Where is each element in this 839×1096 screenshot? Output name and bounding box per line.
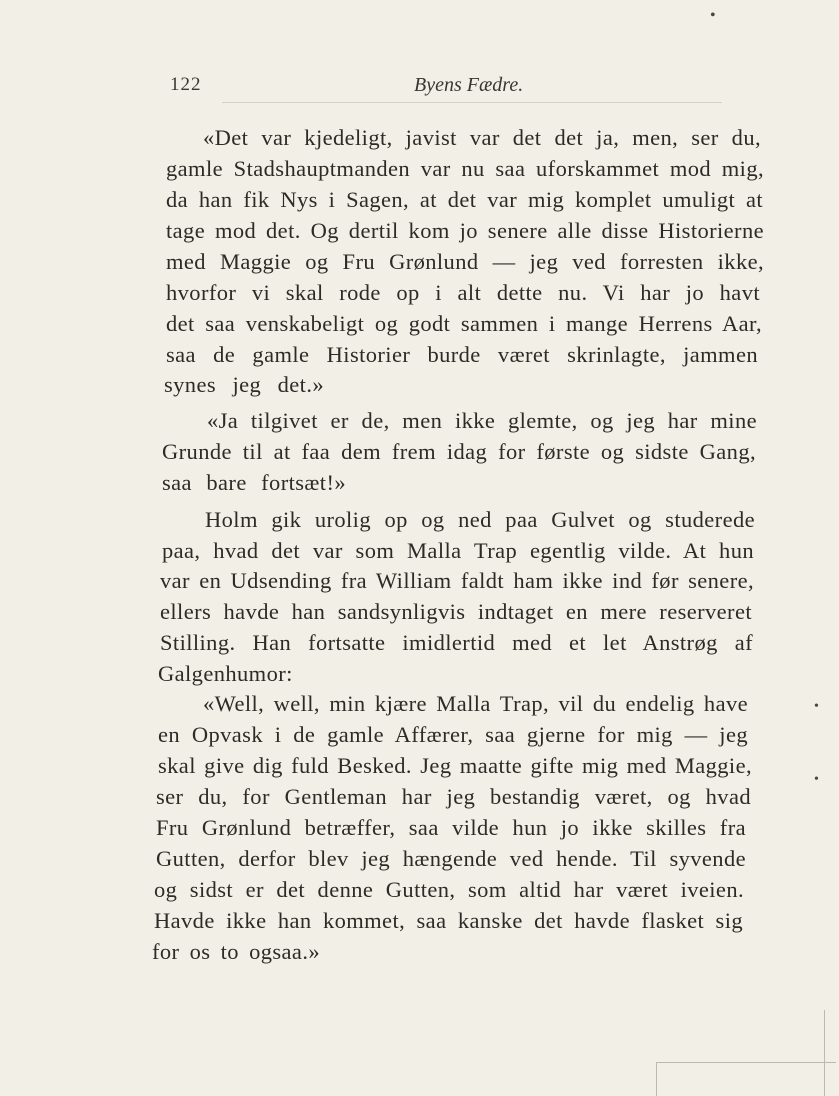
text-line: tage mod det. Og dertil kom jo senere alle disse Historierne: [166, 218, 764, 243]
running-title: Byens Fædre.: [414, 74, 524, 96]
text-line: med Maggie og Fru Grønlund — jeg ved forresten ikke,: [166, 249, 764, 274]
text-line: skal give dig fuld Besked. Jeg maatte gifte mig med Maggie,: [158, 753, 752, 778]
text-line: gamle Stadshauptmanden var nu saa uforskammet mod mig,: [166, 156, 764, 181]
text-line: «Ja tilgivet er de, men ikke glemte, og jeg har mine: [207, 408, 757, 433]
text-line: Grunde til at faa dem frem idag for første og sidste Gang,: [162, 439, 756, 464]
text-line: paa, hvad det var som Malla Trap egentlig vilde. At hun: [162, 538, 754, 563]
text-line: og sidst er det denne Gutten, som altid har været iveien.: [154, 877, 744, 902]
text-line: en Opvask i de gamle Affærer, saa gjerne for mig — jeg: [158, 722, 748, 747]
text-line: Galgenhumor:: [158, 661, 293, 686]
text-line: Fru Grønlund betræffer, saa vilde hun jo ikke skilles fra: [156, 815, 746, 840]
text-line: Stilling. Han fortsatte imidlertid med et let Anstrøg af: [160, 630, 753, 655]
text-line: det saa venskabeligt og godt sammen i mange Herrens Aar,: [166, 311, 762, 336]
text-line: ellers havde han sandsynligvis indtaget en mere reserveret: [160, 599, 752, 624]
page-edge-line: [656, 1062, 657, 1096]
text-line: «Well, well, min kjære Malla Trap, vil du endelig have: [203, 691, 748, 716]
text-line: saa de gamle Historier burde været skrinlagte, jammen: [166, 342, 758, 367]
text-line: Gutten, derfor blev jeg hængende ved hende. Til syvende: [156, 846, 746, 871]
ink-speck: •: [814, 699, 819, 714]
text-line: Holm gik urolig op og ned paa Gulvet og studerede: [205, 507, 755, 532]
page-edge-line: [824, 1010, 825, 1096]
text-line: var en Udsending fra William faldt ham ikke ind før senere,: [160, 568, 754, 593]
text-line: da han fik Nys i Sagen, at det var mig komplet umuligt at: [166, 187, 763, 212]
ink-speck: •: [710, 7, 716, 24]
text-line: for os to ogsaa.»: [152, 939, 320, 964]
text-line: synes jeg det.»: [164, 372, 324, 397]
text-line: hvorfor vi skal rode op i alt dette nu. Vi har jo havt: [166, 280, 760, 305]
ink-speck: •: [814, 772, 819, 787]
text-line: Havde ikke han kommet, saa kanske det havde flasket sig: [154, 908, 743, 933]
page-edge-line: [656, 1062, 836, 1063]
text-line: «Det var kjedeligt, javist var det det ja, men, ser du,: [203, 125, 761, 150]
text-line: saa bare fortsæt!»: [162, 470, 346, 495]
page-number: 122: [170, 74, 202, 95]
text-line: ser du, for Gentleman har jeg bestandig været, og hvad: [156, 784, 751, 809]
